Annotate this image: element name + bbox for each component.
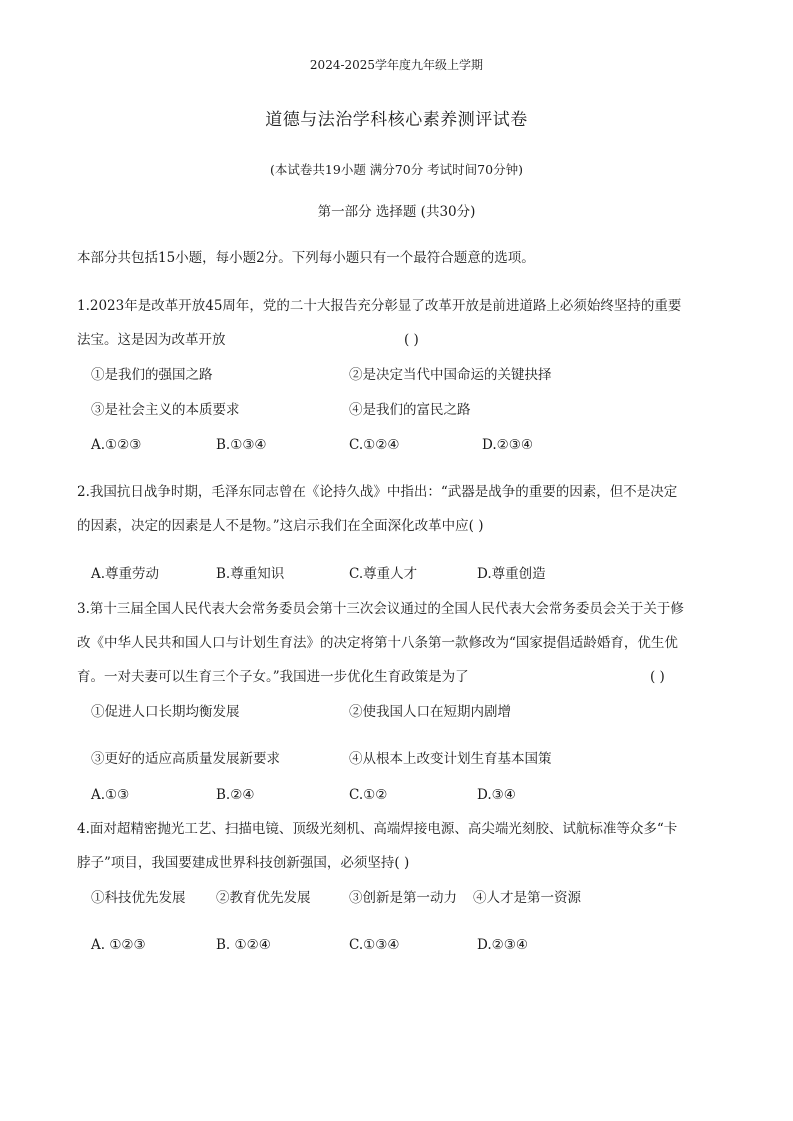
question-1-statement-4: ④是我们的富民之路	[349, 402, 471, 418]
question-2-line-2: 的因素，决定的因素是人不是物。”这启示我们在全面深化改革中应( )	[77, 518, 484, 534]
question-2-option-a: A.尊重劳动	[91, 566, 160, 582]
question-4-statement-3: ③创新是第一动力	[349, 890, 457, 906]
question-3-statement-2: ②使我国人口在短期内剧增	[349, 704, 511, 720]
question-4-option-c: C.①③④	[349, 937, 400, 953]
question-4-option-b: B. ①②④	[216, 937, 271, 953]
question-1-statement-3: ③是社会主义的本质要求	[91, 402, 240, 418]
question-3-line-1: 3.第十三届全国人民代表大会常务委员会第十三次会议通过的全国人民代表大会常务委员会关于关于修	[77, 601, 684, 617]
exam-title: 道德与法治学科核心素养测评试卷	[265, 110, 528, 130]
question-2-line-1: 2.我国抗日战争时期，毛泽东同志曾在《论持久战》中指出：“武器是战争的重要的因素，但不是决定	[77, 484, 678, 500]
question-1-statement-2: ②是决定当代中国命运的关键抉择	[349, 367, 552, 383]
section-instruction: 本部分共包括15小题，每小题2分。下列每小题只有一个最符合题意的选项。	[77, 250, 535, 266]
question-2-option-c: C.尊重人才	[349, 566, 418, 582]
exam-info: (本试卷共19小题 满分70分 考试时间70分钟)	[270, 162, 523, 177]
question-4-statement-4: ④人才是第一资源	[473, 890, 581, 906]
question-4-option-d: D.②③④	[477, 937, 528, 953]
question-3-statement-3: ③更好的适应高质量发展新要求	[91, 751, 280, 767]
exam-year-line: 2024-2025学年度九年级上学期	[309, 58, 484, 72]
question-1-option-c: C.①②④	[349, 437, 400, 453]
question-1-option-b: B.①③④	[216, 437, 267, 453]
question-4-line-2: 脖子”项目，我国要建成世界科技创新强国，必须坚持( )	[77, 855, 410, 871]
question-3-answer-paren: ( )	[650, 669, 665, 685]
question-4-statement-1: ①科技优先发展	[91, 890, 186, 906]
question-1-answer-paren: ( )	[404, 332, 419, 348]
question-1-option-a: A.①②③	[91, 437, 142, 453]
section-heading: 第一部分 选择题 (共30分)	[317, 204, 476, 220]
question-3-statement-1: ①促进人口长期均衡发展	[91, 704, 240, 720]
question-3-line-3: 育。一对夫妻可以生育三个子女。”我国进一步优化生育政策是为了	[77, 669, 469, 685]
question-4-line-1: 4.面对超精密抛光工艺、扫描电镜、顶级光刻机、高端焊接电源、高尖端光刻胶、试航标准等众多“卡	[77, 821, 678, 837]
question-3-statement-4: ④从根本上改变计划生育基本国策	[349, 751, 552, 767]
question-3-option-c: C.①②	[349, 787, 388, 803]
question-1-line-1: 1.2023年是改革开放45周年，党的二十大报告充分彰显了改革开放是前进道路上必须始终坚持的重要	[77, 298, 682, 314]
question-3-option-a: A.①③	[91, 787, 130, 803]
question-4-option-a: A. ①②③	[91, 937, 146, 953]
question-4-statement-2: ②教育优先发展	[216, 890, 311, 906]
question-3-option-b: B.②④	[216, 787, 255, 803]
question-1-statement-1: ①是我们的强国之路	[91, 367, 213, 383]
question-3-line-2: 改《中华人民共和国人口与计划生育法》的决定将第十八条第一款修改为“国家提倡适龄婚育，优生优	[77, 635, 678, 651]
question-2-option-b: B.尊重知识	[216, 566, 285, 582]
question-1-option-d: D.②③④	[482, 437, 533, 453]
question-3-option-d: D.③④	[477, 787, 516, 803]
question-2-option-d: D.尊重创造	[477, 566, 546, 582]
question-1-line-2: 法宝。这是因为改革开放	[77, 332, 226, 348]
